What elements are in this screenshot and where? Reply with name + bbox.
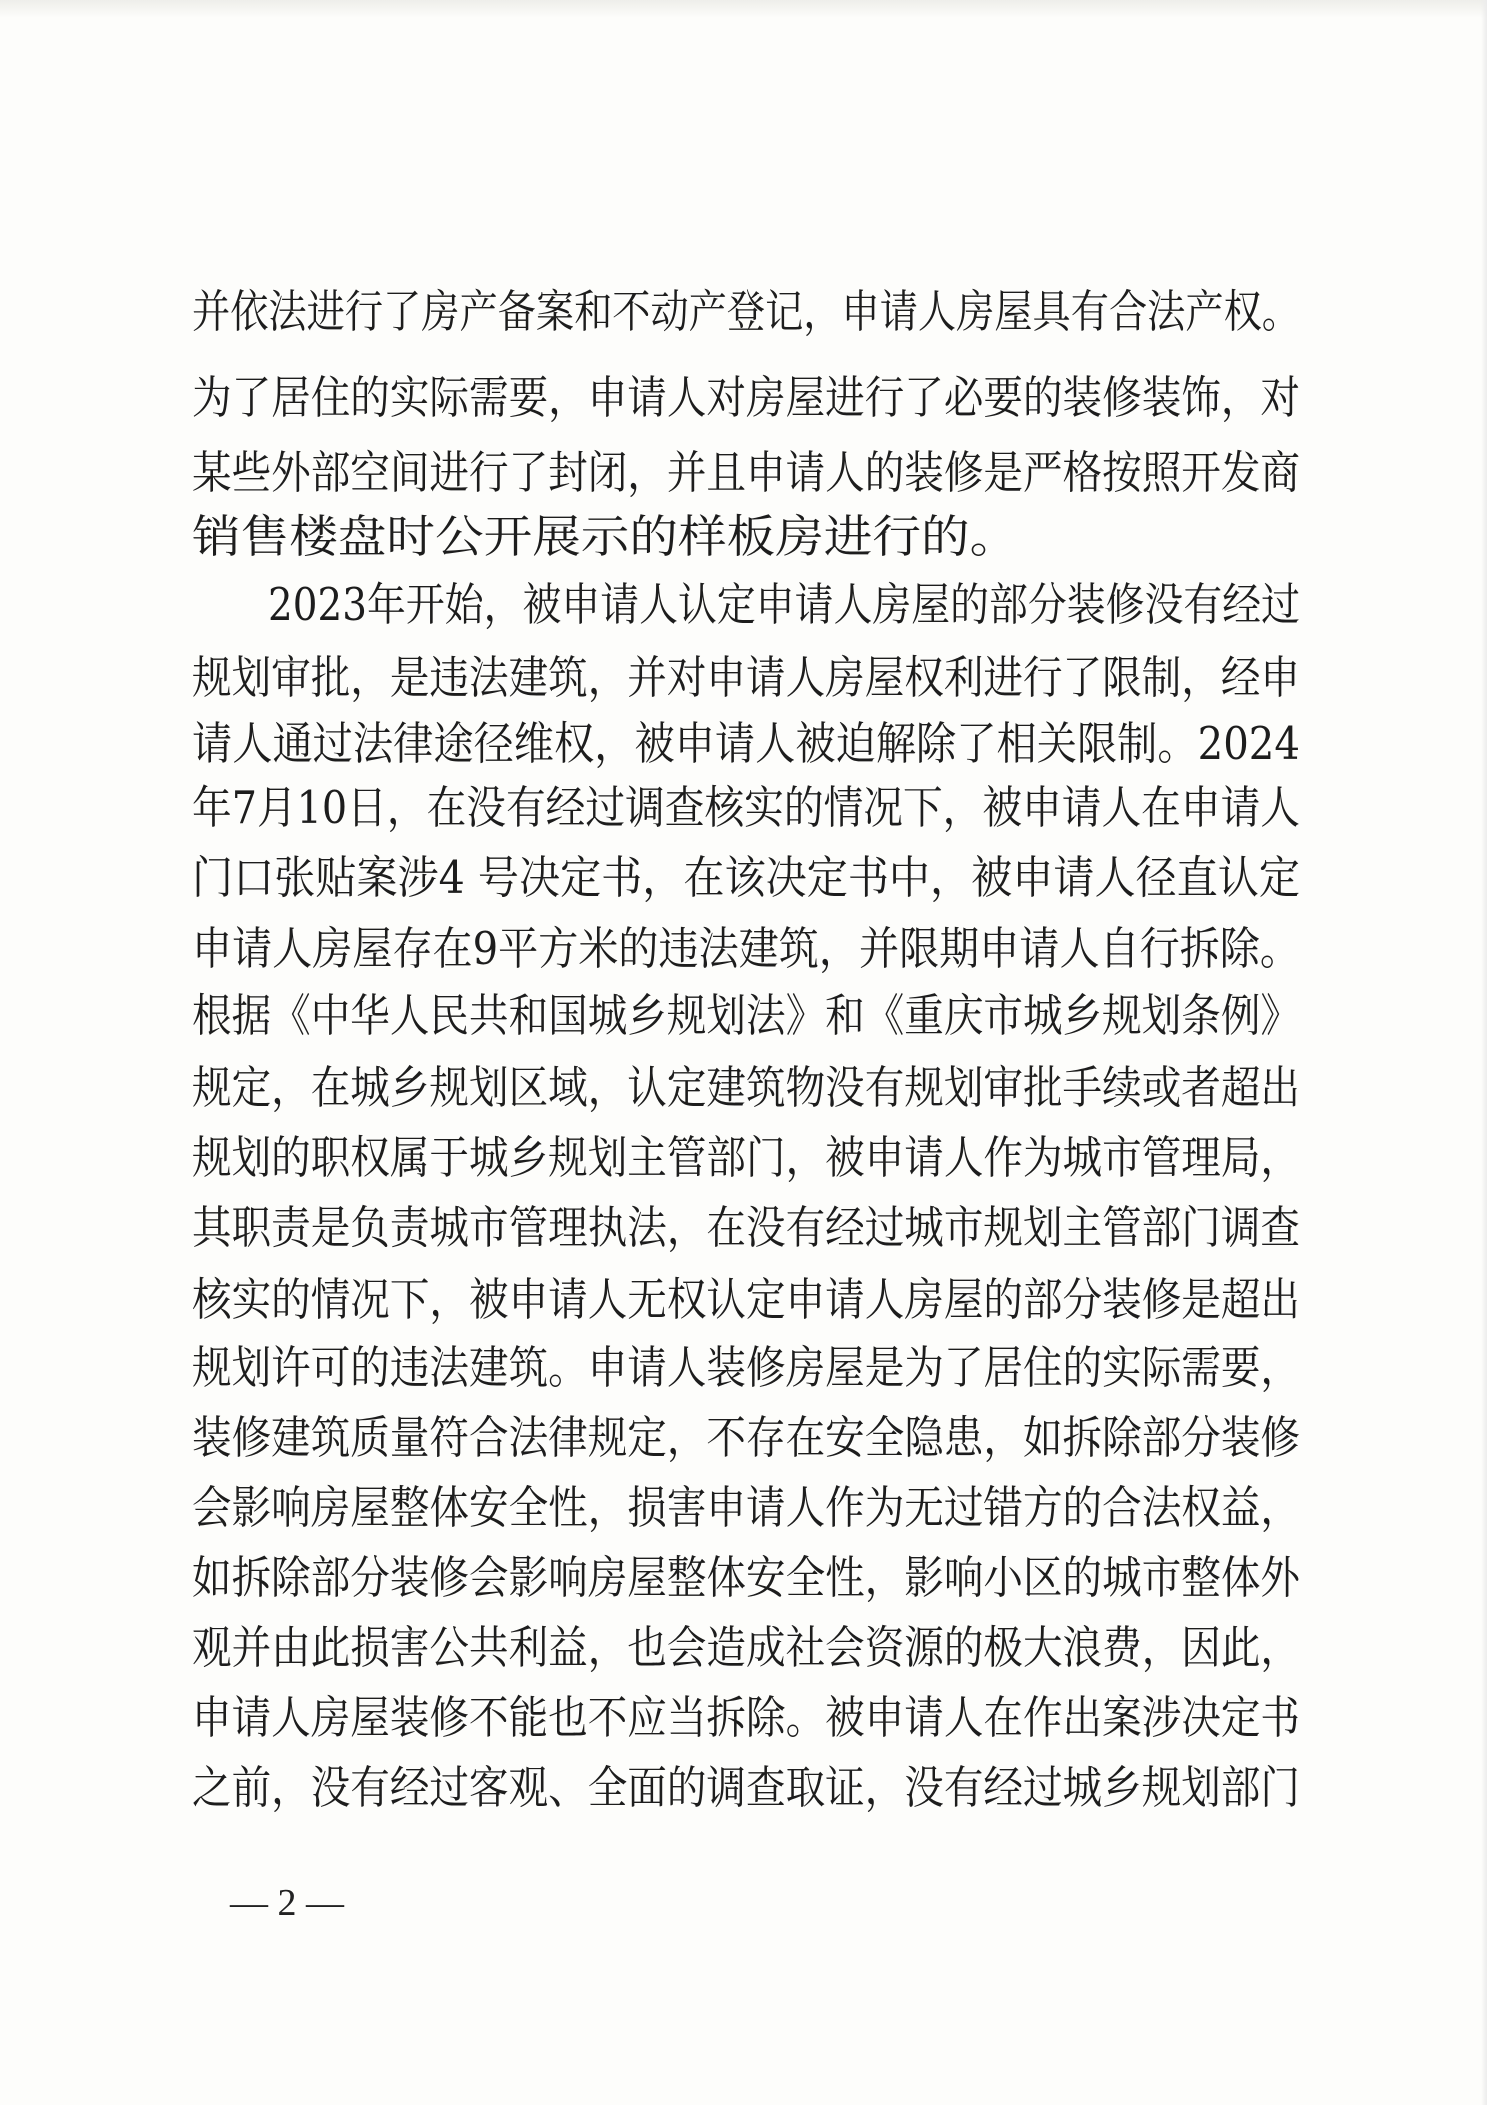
text-line: 规划审批，是违法建筑，并对申请人房屋权利进行了限制，经申 bbox=[192, 651, 1300, 704]
text-line: 核实的情况下，被申请人无权认定申请人房屋的部分装修是超出 bbox=[192, 1273, 1300, 1326]
text-line: 装修建筑质量符合法律规定，不存在安全隐患，如拆除部分装修 bbox=[192, 1411, 1300, 1464]
text-line: 申请人房屋装修不能也不应当拆除。被申请人在作出案涉决定书 bbox=[192, 1691, 1300, 1744]
text-line: 规定，在城乡规划区域，认定建筑物没有规划审批手续或者超出 bbox=[192, 1061, 1300, 1114]
text-line: 会影响房屋整体安全性，损害申请人作为无过错方的合法权益， bbox=[192, 1481, 1300, 1534]
text-line: 某些外部空间进行了封闭，并且申请人的装修是严格按照开发商 bbox=[192, 446, 1300, 499]
text-line: 门口张贴案涉4 号决定书，在该决定书中，被申请人径直认定 bbox=[192, 851, 1300, 904]
text-line: 销售楼盘时公开展示的样板房进行的。 bbox=[192, 510, 1019, 563]
text-line: 为了居住的实际需要，申请人对房屋进行了必要的装修装饰，对 bbox=[192, 371, 1300, 424]
scan-top-edge bbox=[0, 0, 1487, 18]
text-line: 年7月10日，在没有经过调查核实的情况下，被申请人在申请人 bbox=[192, 781, 1300, 834]
text-line: 申请人房屋存在9平方米的违法建筑，并限期申请人自行拆除。 bbox=[192, 922, 1300, 975]
page-number: — 2 — bbox=[230, 1882, 344, 1924]
text-line: 如拆除部分装修会影响房屋整体安全性，影响小区的城市整体外 bbox=[192, 1551, 1300, 1604]
text-line: 观并由此损害公共利益，也会造成社会资源的极大浪费，因此， bbox=[192, 1621, 1300, 1674]
text-line: 并依法进行了房产备案和不动产登记，申请人房屋具有合法产权。 bbox=[192, 285, 1300, 338]
text-line: 根据《中华人民共和国城乡规划法》和《重庆市城乡规划条例》 bbox=[192, 989, 1300, 1042]
text-line: 规划许可的违法建筑。申请人装修房屋是为了居住的实际需要， bbox=[192, 1341, 1300, 1394]
text-line: 规划的职权属于城乡规划主管部门，被申请人作为城市管理局， bbox=[192, 1131, 1300, 1184]
text-line: 2023年开始，被申请人认定申请人房屋的部分装修没有经过 bbox=[268, 578, 1300, 631]
text-line: 之前，没有经过客观、全面的调查取证，没有经过城乡规划部门 bbox=[192, 1761, 1300, 1814]
text-line: 请人通过法律途径维权，被申请人被迫解除了相关限制。2024 bbox=[192, 717, 1300, 770]
text-line: 其职责是负责城市管理执法，在没有经过城市规划主管部门调查 bbox=[192, 1201, 1300, 1254]
scan-right-edge bbox=[1481, 0, 1487, 2105]
